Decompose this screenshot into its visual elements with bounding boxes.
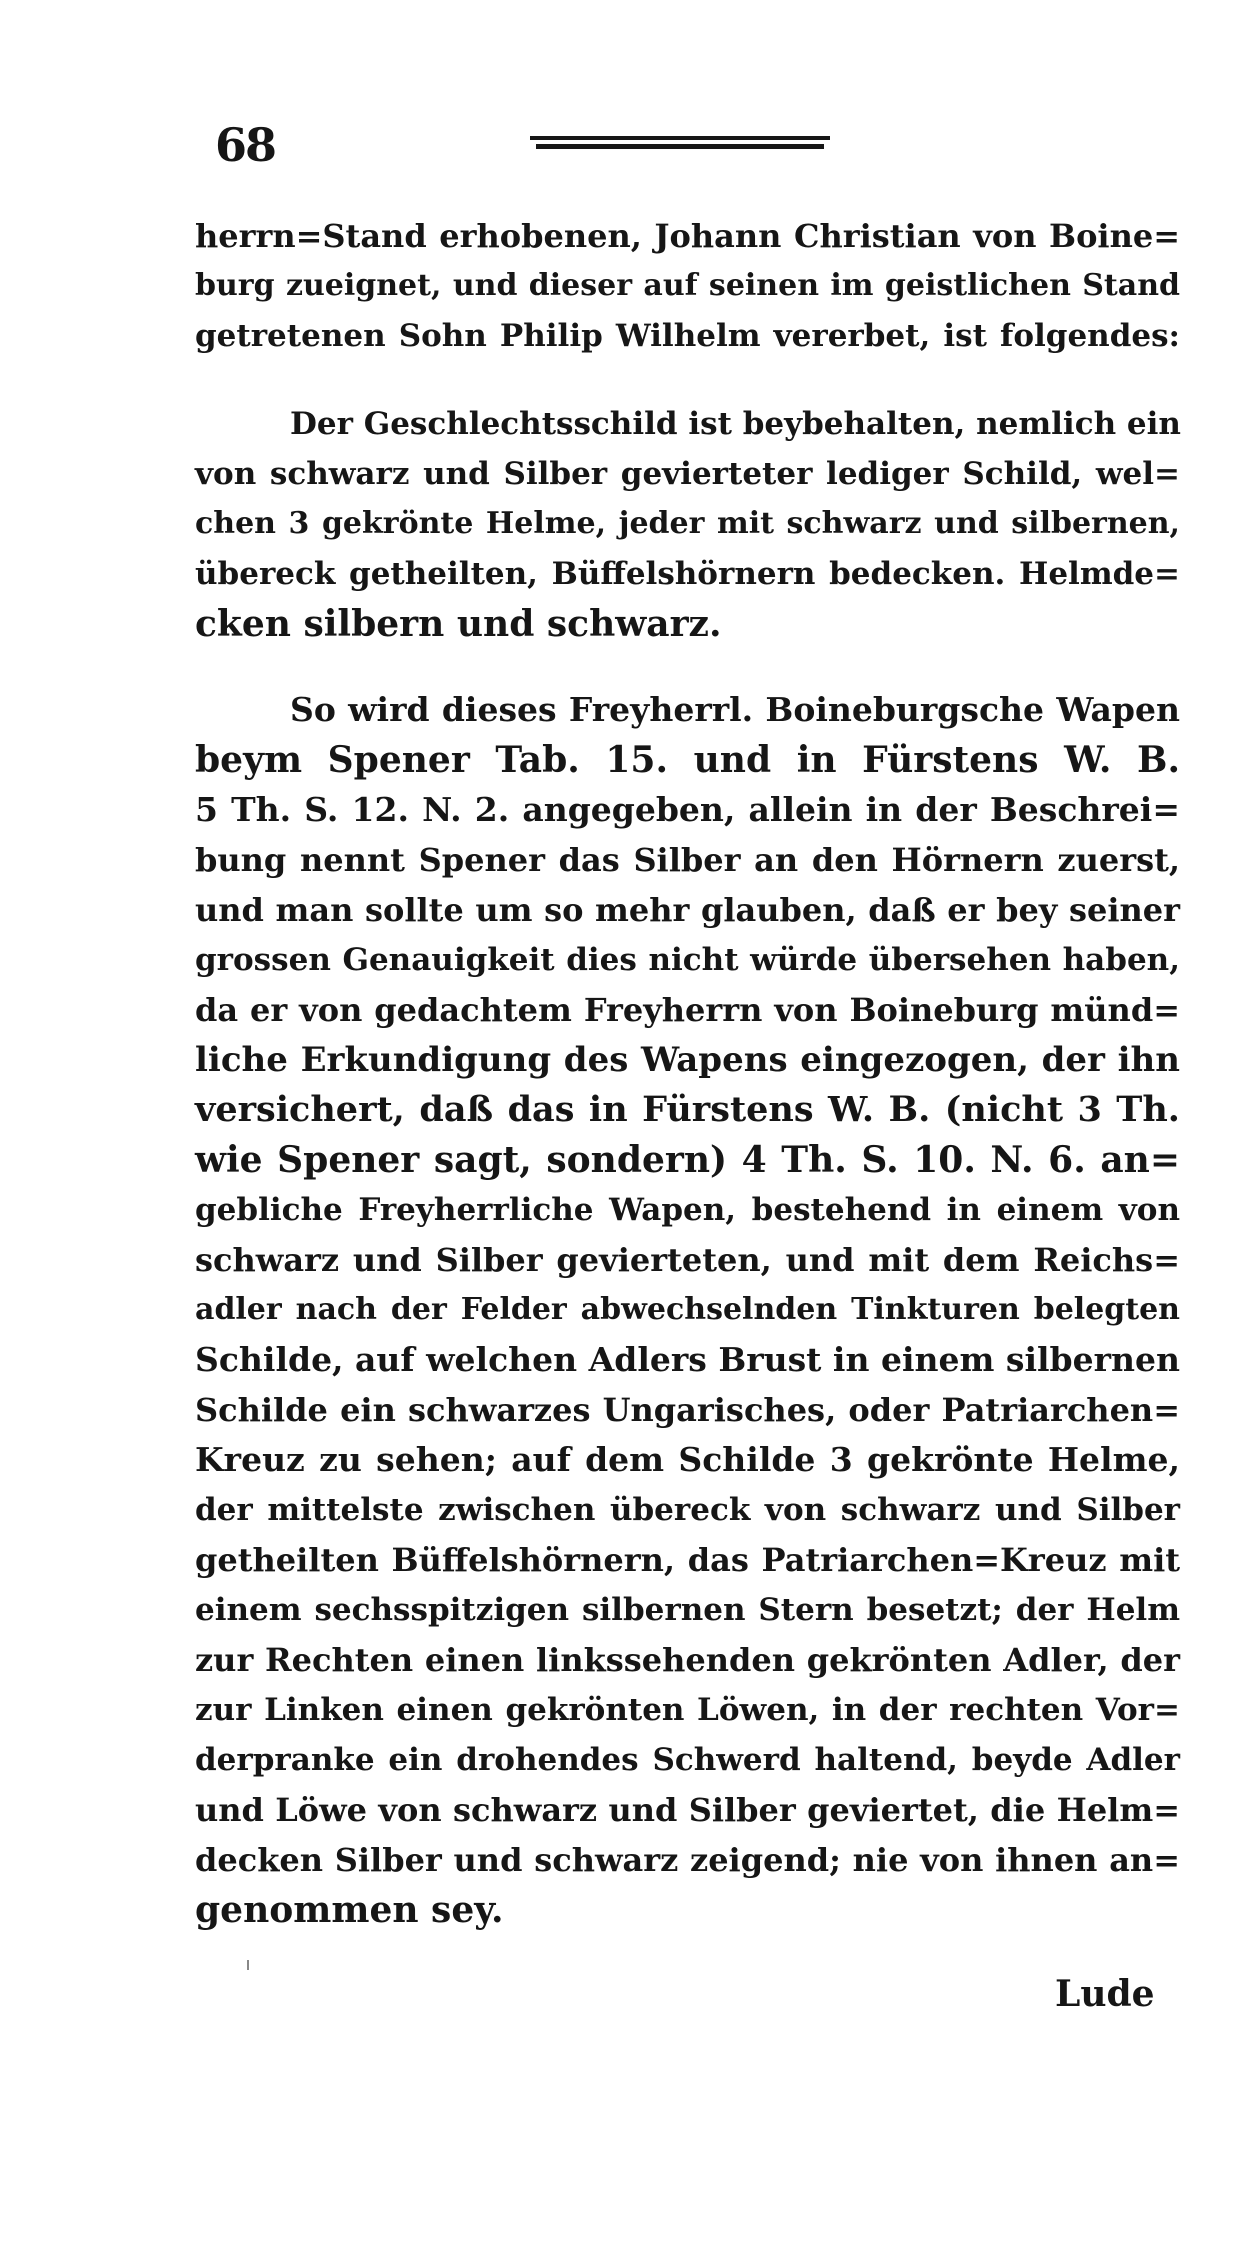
page-number: 68	[215, 118, 276, 172]
text-line: So wird dieses Freyherrl. Boineburgsche Wapen	[290, 690, 1180, 729]
text-line: Der Geschlechtsschild ist beybehalten, nemlich ein	[290, 406, 1181, 442]
text-line: grossen Genauigkeit dies nicht würde übersehen haben,	[195, 942, 1180, 978]
text-line: Schilde, auf welchen Adlers Brust in einem silbernen	[195, 1340, 1180, 1379]
text-line: getretenen Sohn Philip Wilhelm vererbet, ist folgendes:	[195, 318, 1180, 354]
text-line: getheilten Büffelshörnern, das Patriarchen=Kreuz mit	[195, 1541, 1180, 1579]
text-line: zur Rechten einen linkssehenden gekrönten Adler, der	[195, 1641, 1180, 1679]
header-rule-line-bottom	[536, 144, 824, 149]
text-line: herrn=Stand erhobenen, Johann Christian von Boine=	[195, 217, 1180, 255]
text-line: genommen sey.	[195, 1889, 504, 1931]
text-line: Kreuz zu sehen; auf dem Schilde 3 gekrönte Helme,	[195, 1440, 1180, 1479]
text-line: bung nennt Spener das Silber an den Hörnern zuerst,	[195, 841, 1180, 879]
paper-speck	[247, 1960, 249, 1970]
text-line: adler nach der Felder abwechselnden Tinkturen belegten	[195, 1292, 1180, 1327]
text-line: derpranke ein drohendes Schwerd haltend, beyde Adler	[195, 1742, 1180, 1778]
text-line: chen 3 gekrönte Helme, jeder mit schwarz und silbernen,	[195, 506, 1180, 541]
text-line: 5 Th. S. 12. N. 2. angegeben, allein in der Beschrei=	[195, 790, 1180, 829]
text-line: und Löwe von schwarz und Silber geviertet, die Helm=	[195, 1791, 1180, 1829]
text-line: der mittelste zwischen übereck von schwarz und Silber	[195, 1492, 1180, 1528]
text-line: beym Spener Tab. 15. und in Fürstens W. B.	[195, 739, 1180, 781]
text-line: burg zueignet, und dieser auf seinen im geistlichen Stand	[195, 268, 1180, 303]
text-line: von schwarz und Silber gevierteter lediger Schild, wel=	[195, 456, 1180, 492]
text-line: zur Linken einen gekrönten Löwen, in der rechten Vor=	[195, 1692, 1180, 1728]
header-rule	[530, 136, 830, 150]
text-line: schwarz und Silber gevierteten, und mit dem Reichs=	[195, 1241, 1180, 1279]
text-line: gebliche Freyherrliche Wapen, bestehend in einem von	[195, 1192, 1180, 1228]
header-rule-line-top	[530, 136, 830, 140]
text-line: cken silbern und schwarz.	[195, 603, 722, 645]
text-line: wie Spener sagt, sondern) 4 Th. S. 10. N. 6. an=	[195, 1139, 1180, 1181]
text-line: übereck getheilten, Büffelshörnern bedecken. Helmde=	[195, 556, 1180, 592]
text-line: und man sollte um so mehr glauben, daß er bey seiner	[195, 891, 1180, 929]
text-line: da er von gedachtem Freyherrn von Boineburg münd=	[195, 991, 1180, 1029]
text-line: versichert, daß das in Fürstens W. B. (nicht 3 Th.	[195, 1089, 1180, 1130]
text-line: liche Erkundigung des Wapens eingezogen, der ihn	[195, 1040, 1180, 1080]
text-line: Schilde ein schwarzes Ungarisches, oder Patriarchen=	[195, 1391, 1180, 1429]
text-line: einem sechsspitzigen silbernen Stern besetzt; der Helm	[195, 1592, 1180, 1628]
text-line: decken Silber und schwarz zeigend; nie von ihnen an=	[195, 1841, 1180, 1879]
catchword: Lude	[1055, 1973, 1155, 2015]
